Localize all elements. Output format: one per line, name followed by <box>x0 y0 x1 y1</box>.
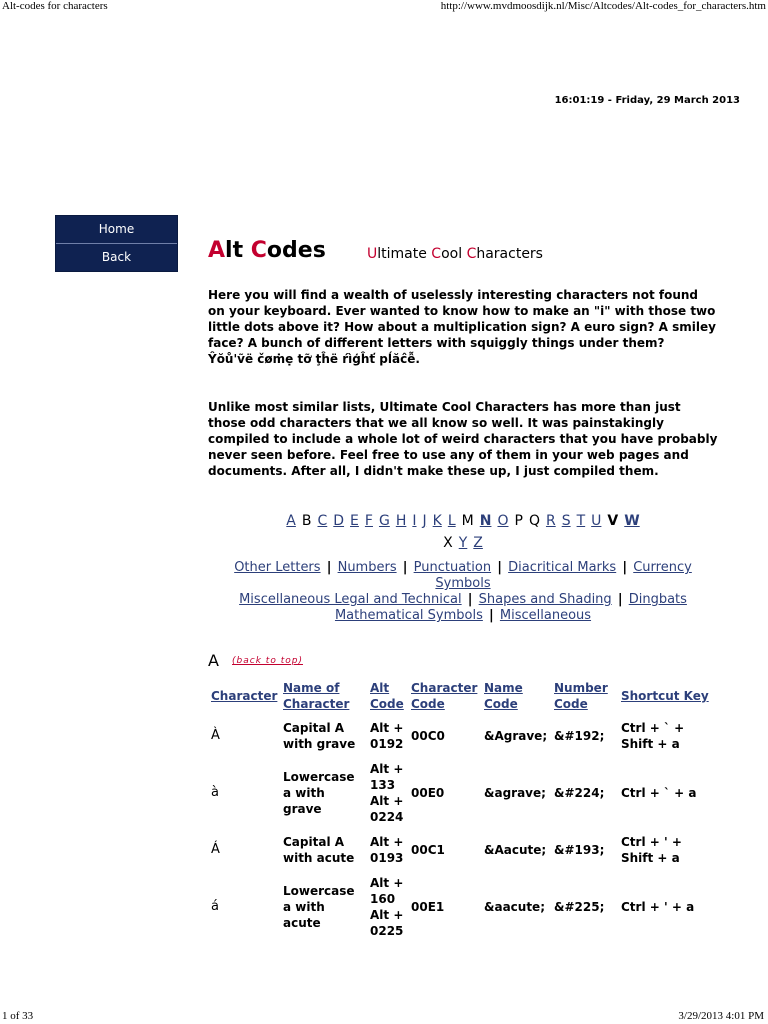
cell-character: á <box>211 899 219 914</box>
page-subtitle <box>367 246 543 262</box>
column-header-number-code[interactable]: Number Code <box>554 681 608 711</box>
table-header-row <box>209 678 715 716</box>
letter-x: X <box>443 535 453 551</box>
separator: | <box>402 560 408 575</box>
alt-codes-table <box>209 678 715 944</box>
title-letter-a: A <box>208 238 226 263</box>
cell-alt-code: Alt + 160 Alt + 0225 <box>370 876 404 938</box>
category-miscellaneous[interactable]: Miscellaneous <box>499 608 592 623</box>
category-math-symbols[interactable]: Mathematical Symbols <box>334 608 483 623</box>
cell-name: Lowercase a with acute <box>283 884 355 930</box>
cell-number-code: &#192; <box>554 729 605 743</box>
title-letter-c: C <box>250 238 267 263</box>
letter-link-c[interactable]: C <box>317 513 328 529</box>
letter-link-h[interactable]: H <box>395 513 407 529</box>
letter-link-t[interactable]: T <box>576 513 586 529</box>
table-row <box>209 830 715 871</box>
nav-menu <box>55 215 178 272</box>
letter-v: V <box>607 513 619 529</box>
letter-link-g[interactable]: G <box>378 513 390 529</box>
letter-link-s[interactable]: S <box>561 513 571 529</box>
separator: | <box>467 592 473 607</box>
letter-link-i[interactable]: I <box>412 513 417 529</box>
cell-name-code: &Aacute; <box>484 843 547 857</box>
subtitle-part: haracters <box>476 246 543 262</box>
cell-name: Lowercase a with grave <box>283 770 355 816</box>
letter-p: P <box>514 513 523 529</box>
category-numbers[interactable]: Numbers <box>337 560 397 575</box>
back-to-top-link[interactable]: (back to top) <box>232 656 303 666</box>
letter-m: M <box>461 513 474 529</box>
column-header-shortcut-key[interactable]: Shortcut Key <box>621 689 709 703</box>
letter-link-d[interactable]: D <box>333 513 345 529</box>
separator: | <box>617 592 623 607</box>
letter-link-u[interactable]: U <box>591 513 602 529</box>
cell-name-code: &Agrave; <box>484 729 548 743</box>
category-punctuation[interactable]: Punctuation <box>413 560 492 575</box>
cell-shortcut-key: Ctrl + ` + a <box>621 786 697 800</box>
category-currency-symbols[interactable]: Currency Symbols <box>435 560 692 591</box>
cell-name: Capital A with grave <box>283 721 356 751</box>
cell-alt-code: Alt + 133 Alt + 0224 <box>370 762 404 824</box>
subtitle-letter: U <box>367 246 378 262</box>
intro-text: Here you will find a wealth of uselessly interesting characters not found on your keyboard. Ever wanted to know how to make an "i" with those two little dots above it? How about a multiplication sign? A euro sign? A smiley face? A bunch of different letters with squiggly things under them? <box>208 288 716 350</box>
cell-shortcut-key: Ctrl + ' + Shift + a <box>621 835 682 865</box>
subtitle-part: ool <box>441 246 467 262</box>
cell-character: À <box>211 728 220 743</box>
cell-name-code: &agrave; <box>484 786 546 800</box>
section-header-a <box>208 651 303 670</box>
separator: | <box>497 560 502 575</box>
table-row <box>209 757 715 830</box>
cell-character: à <box>211 785 219 800</box>
nav-home-button[interactable]: Home <box>98 222 135 236</box>
separator: | <box>489 608 494 623</box>
letter-link-j[interactable]: J <box>422 513 427 529</box>
subtitle-part: ltimate <box>377 246 432 262</box>
nav-back-button[interactable]: Back <box>56 243 177 271</box>
separator: | <box>326 560 332 575</box>
letter-q: Q <box>528 513 540 529</box>
cell-alt-code: Alt + 0192 <box>370 721 404 751</box>
title-part: lt <box>225 238 251 263</box>
column-header-name[interactable]: Name of Character <box>283 681 350 711</box>
cell-character-code: 00C0 <box>411 729 445 743</box>
page-title <box>208 238 326 263</box>
table-row <box>209 871 715 944</box>
letter-link-f[interactable]: F <box>364 513 373 529</box>
letter-link-e[interactable]: E <box>350 513 359 529</box>
subtitle-letter: C <box>466 246 477 262</box>
print-datetime: 3/29/2013 4:01 PM <box>678 1010 764 1022</box>
category-shapes-shading[interactable]: Shapes and Shading <box>478 592 612 607</box>
letter-link-z[interactable]: Z <box>473 535 483 551</box>
title-part: odes <box>266 238 326 263</box>
cell-character-code: 00E0 <box>411 786 445 800</box>
letter-link-l[interactable]: L <box>447 513 456 529</box>
category-diacritical-marks[interactable]: Diacritical Marks <box>508 560 617 575</box>
letter-link-r[interactable]: R <box>545 513 556 529</box>
cell-character-code: 00C1 <box>411 843 445 857</box>
cell-number-code: &#224; <box>554 786 605 800</box>
table-row <box>209 716 715 757</box>
cell-name: Capital A with acute <box>283 835 355 865</box>
category-dingbats[interactable]: Dingbats <box>628 592 687 607</box>
category-legal-technical[interactable]: Miscellaneous Legal and Technical <box>239 592 462 607</box>
category-links <box>208 560 718 624</box>
column-header-name-code[interactable]: Name Code <box>484 681 523 711</box>
column-header-character[interactable]: Character <box>211 689 278 703</box>
print-header <box>0 0 768 14</box>
cell-number-code: &#193; <box>554 843 605 857</box>
cell-alt-code: Alt + 0193 <box>370 835 404 865</box>
print-page-number: 1 of 33 <box>2 1010 34 1022</box>
letter-link-k[interactable]: K <box>432 513 442 529</box>
intro-paragraph-1 <box>208 287 718 367</box>
column-header-alt-code[interactable]: Alt Code <box>370 681 404 711</box>
cell-shortcut-key: Ctrl + ` + Shift + a <box>621 721 685 751</box>
cell-character-code: 00E1 <box>411 900 445 914</box>
letter-link-y[interactable]: Y <box>458 535 468 551</box>
fancy-text: Ŷŏů'ṽë čøṁẹ tỡ ţĥë ŕìģĥť pĺăĉễ. <box>208 352 420 366</box>
cell-number-code: &#225; <box>554 900 605 914</box>
print-url: http://www.mvdmoosdijk.nl/Misc/Altcodes/Alt-codes_for_characters.htm <box>440 0 766 12</box>
cell-shortcut-key: Ctrl + ' + a <box>621 900 695 914</box>
datetime-clock: 16:01:19 - Friday, 29 March 2013 <box>554 95 740 106</box>
category-other-letters[interactable]: Other Letters <box>234 560 321 575</box>
cell-name-code: &aacute; <box>484 900 545 914</box>
letter-link-n[interactable]: N <box>479 513 492 529</box>
letter-index <box>208 510 718 554</box>
print-page-title: Alt-codes for characters <box>2 0 108 12</box>
separator: | <box>622 560 628 575</box>
cell-character: Á <box>211 842 220 857</box>
letter-b: B <box>301 513 312 529</box>
letter-link-a[interactable]: A <box>286 513 296 529</box>
letter-link-w[interactable]: W <box>624 513 640 529</box>
column-header-character-code[interactable]: Character Code <box>411 681 478 711</box>
section-letter: A <box>208 651 219 670</box>
letter-link-o[interactable]: O <box>497 513 509 529</box>
intro-paragraph-2: Unlike most similar lists, Ultimate Cool Characters has more than just those odd characters that we all know so well. It was painstakingly compiled to include a whole lot of weird characters that you have probably never seen before. Feel free to use any of them in your web pages and documents. After all, I didn't make these up, I just compiled them. <box>208 400 718 478</box>
subtitle-letter: C <box>431 246 442 262</box>
print-footer <box>0 1008 768 1024</box>
